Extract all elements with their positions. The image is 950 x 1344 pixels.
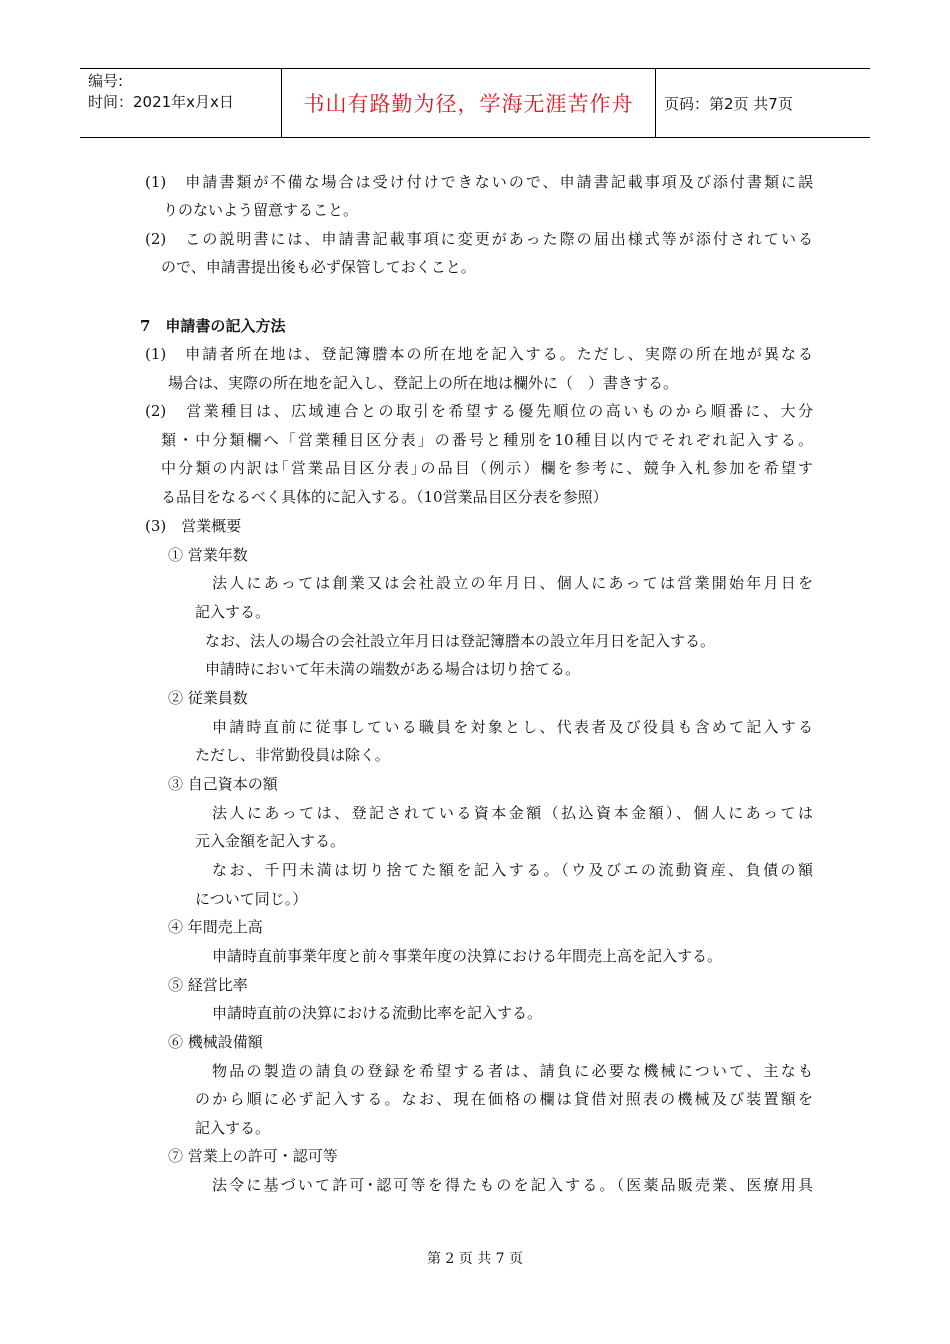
page-footer: 第 2 页 共 7 页 <box>426 1251 524 1267</box>
text-line: 記入する。 <box>195 1119 271 1137</box>
item-heading: ⑥ 機械設備額 <box>168 1033 263 1051</box>
item-heading: ⑤ 経営比率 <box>168 976 248 994</box>
text-line: ので、申請書提出後も必ず保管しておくこと。 <box>161 258 476 276</box>
subsection-heading: (3) 営業概要 <box>145 517 242 535</box>
text-line: 申請時直前に従事している職員を対象とし、代表者及び役員も含めて記入する <box>212 718 813 736</box>
item-heading: ④ 年間売上高 <box>168 918 263 936</box>
text-line: る品目をなるべく具体的に記入する。（10営業品目区分表を参照） <box>161 488 608 506</box>
text-line: 元入金額を記入する。 <box>195 832 346 850</box>
text-line: (1) 申請書類が不備な場合は受け付けできないので、申請書記載事項及び添付書類に誤 <box>145 173 813 191</box>
header-motto: 书山有路勤为径，学海无涯苦作舟 <box>282 69 656 137</box>
text-line: りのないよう留意すること。 <box>163 201 359 219</box>
text-line: 中分類の内訳は｢営業品目区分表｣の品目（例示）欄を参考に、競争入札参加を希望す <box>161 459 813 477</box>
item-heading: ② 従業員数 <box>168 689 248 707</box>
text-line: ただし、非常勤役員は除く。 <box>195 746 390 764</box>
header-meta <box>80 69 282 137</box>
text-line: (1) 申請者所在地は、登記簿謄本の所在地を記入する。ただし、実際の所在地が異なる <box>145 345 813 363</box>
text-line: 申請時直前事業年度と前々事業年度の決算における年間売上高を記入する。 <box>212 947 723 965</box>
header-page-info: 页码：第2页 共7页 <box>664 94 793 113</box>
page-header <box>80 68 870 138</box>
text-line: 申請時において年未満の端数がある場合は切り捨てる。 <box>205 660 581 678</box>
document-number: 编号: <box>88 72 124 90</box>
text-line: (2) 営業種目は、広域連合との取引を希望する優先順位の高いものから順番に、大分 <box>145 402 813 420</box>
item-heading: ⑦ 営業上の許可・認可等 <box>168 1147 338 1165</box>
text-line: 法人にあっては、登記されている資本金額（払込資本金額）、個人にあっては <box>212 804 813 822</box>
text-line: について同じ。） <box>195 890 308 908</box>
text-line: のから順に必ず記入する。なお、現在価格の欄は貸借対照表の機械及び装置額を <box>195 1090 813 1108</box>
text-line: 申請時直前の決算における流動比率を記入する。 <box>212 1004 543 1022</box>
item-heading: ① 営業年数 <box>168 546 248 564</box>
text-line: 類・中分類欄へ「営業種目区分表」の番号と種別を10種目以内でそれぞれ記入する。 <box>161 431 813 449</box>
document-date: 时间：2021年x月x日 <box>88 93 234 111</box>
text-line: なお、法人の場合の会社設立年月日は登記簿謄本の設立年月日を記入する。 <box>205 632 716 650</box>
item-heading: ③ 自己資本の額 <box>168 775 278 793</box>
text-line: 記入する。 <box>195 603 271 621</box>
text-line: 場合は、実際の所在地を記入し、登記上の所在地は欄外に（ ）書きする。 <box>168 374 679 392</box>
text-line: なお、千円未満は切り捨てた額を記入する。（ウ及びエの流動資産、負債の額 <box>212 861 813 879</box>
text-line: (2) この説明書には、申請書記載事項に変更があった際の届出様式等が添付されている <box>145 230 813 248</box>
text-line: 法令に基づいて許可･認可等を得たものを記入する。（医薬品販売業、医療用具 <box>212 1176 813 1194</box>
text-line: 物品の製造の請負の登録を希望する者は、請負に必要な機械について、主なも <box>212 1062 813 1080</box>
text-line: 法人にあっては創業又は会社設立の年月日、個人にあっては営業開始年月日を <box>212 574 813 592</box>
section-heading: 7 申請書の記入方法 <box>140 317 286 335</box>
